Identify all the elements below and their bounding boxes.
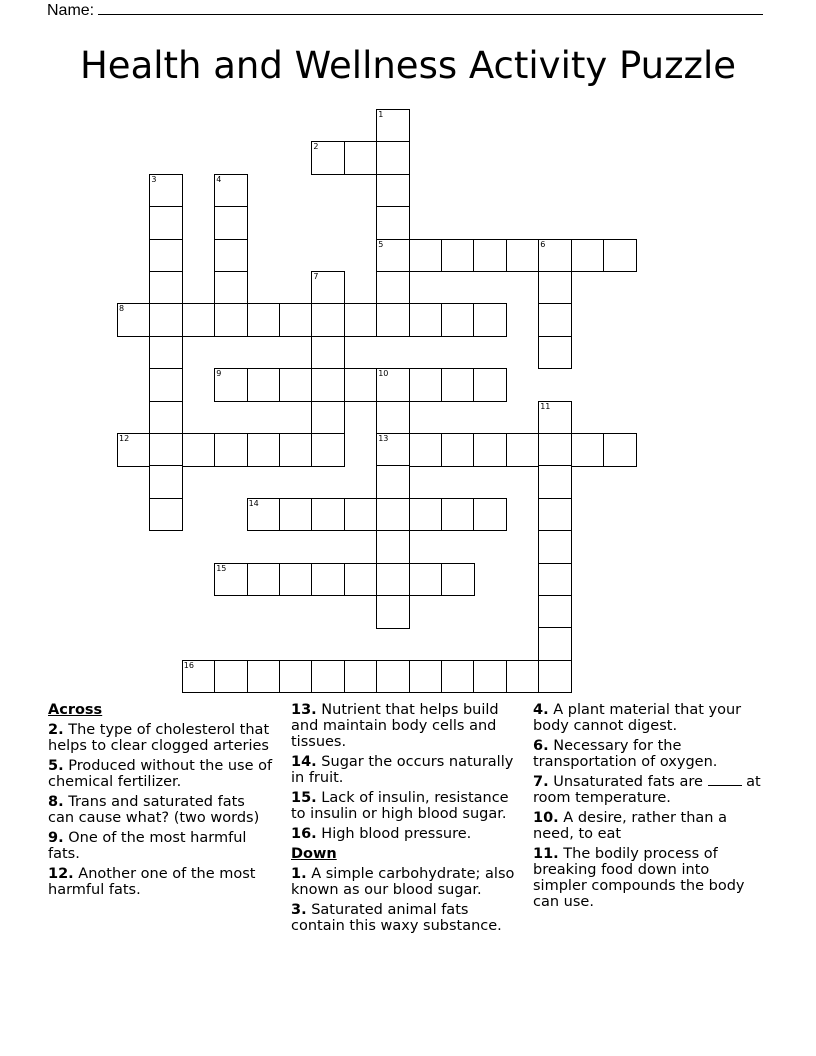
- grid-cell[interactable]: [376, 368, 410, 402]
- grid-cell[interactable]: [247, 660, 281, 694]
- clue-across-9: [48, 830, 273, 862]
- grid-cell[interactable]: [376, 239, 410, 273]
- grid-cell[interactable]: [473, 433, 507, 467]
- grid-cell[interactable]: [182, 303, 216, 337]
- cell-number: 5: [378, 239, 384, 249]
- grid-cell[interactable]: [344, 660, 378, 694]
- grid-cell[interactable]: [506, 660, 540, 694]
- grid-cell[interactable]: [441, 303, 475, 337]
- cell-number: 3: [151, 174, 157, 184]
- grid-cell[interactable]: [441, 660, 475, 694]
- grid-cell[interactable]: [149, 174, 183, 208]
- grid-cell[interactable]: [149, 303, 183, 337]
- grid-cell[interactable]: [571, 433, 605, 467]
- clue-across-13: [291, 702, 523, 750]
- clue-across-14: [291, 754, 523, 786]
- grid-cell[interactable]: [182, 660, 216, 694]
- clue-text: Another one of the most harmful fats.: [48, 866, 256, 898]
- grid-cell[interactable]: [409, 660, 443, 694]
- name-label: Name:: [47, 2, 95, 19]
- cell-number: 6: [540, 239, 546, 249]
- clue-number: 16.: [291, 826, 317, 842]
- clue-number: 8.: [48, 794, 64, 810]
- clue-number: 9.: [48, 830, 64, 846]
- grid-cell[interactable]: [247, 303, 281, 337]
- clue-number: 5.: [48, 758, 64, 774]
- clue-text: A desire, rather than a need, to eat: [533, 810, 727, 842]
- clue-number: 13.: [291, 702, 317, 718]
- grid-cell[interactable]: [538, 627, 572, 661]
- grid-cell[interactable]: [214, 303, 248, 337]
- cell-number: 12: [119, 434, 130, 443]
- grid-cell[interactable]: [506, 433, 540, 467]
- grid-cell[interactable]: [538, 530, 572, 564]
- grid-cell[interactable]: [214, 239, 248, 273]
- grid-cell[interactable]: [376, 660, 410, 694]
- grid-cell[interactable]: [603, 239, 637, 273]
- grid-cell[interactable]: [279, 563, 313, 597]
- grid-cell[interactable]: [376, 465, 410, 499]
- grid-cell[interactable]: [441, 433, 475, 467]
- grid-cell[interactable]: [149, 336, 183, 370]
- across-heading: Across: [48, 702, 103, 718]
- grid-cell[interactable]: [538, 595, 572, 629]
- grid-cell[interactable]: [311, 368, 345, 402]
- clue-down-1: [291, 866, 523, 898]
- fill-in-blank: [708, 774, 742, 786]
- clue-number: 1.: [291, 866, 307, 882]
- grid-cell[interactable]: [344, 368, 378, 402]
- clue-across-12: [48, 866, 273, 898]
- clue-text: High blood pressure.: [321, 826, 472, 842]
- grid-cell[interactable]: [214, 174, 248, 208]
- grid-cell[interactable]: [473, 498, 507, 532]
- clue-down-6: [533, 738, 761, 770]
- grid-cell[interactable]: [538, 433, 572, 467]
- cell-number: 11: [540, 401, 551, 411]
- grid-cell[interactable]: [538, 498, 572, 532]
- clue-text: A plant material that your body cannot digest.: [533, 702, 742, 734]
- grid-cell[interactable]: [376, 174, 410, 208]
- cell-number: 9: [216, 369, 222, 379]
- grid-cell[interactable]: [409, 433, 443, 467]
- grid-cell[interactable]: [376, 141, 410, 175]
- grid-cell[interactable]: [247, 498, 281, 532]
- cell-number: 8: [119, 304, 125, 314]
- grid-cell[interactable]: [473, 239, 507, 273]
- grid-cell[interactable]: [538, 271, 572, 305]
- clue-number: 4.: [533, 702, 549, 718]
- clue-down-3: [291, 902, 523, 934]
- cell-number: 2: [313, 142, 319, 152]
- clue-down-10: [533, 810, 761, 842]
- grid-cell[interactable]: [344, 498, 378, 532]
- clue-text: Nutrient that helps build and maintain body cells and tissues.: [291, 702, 499, 750]
- grid-cell[interactable]: [117, 303, 151, 337]
- grid-cell[interactable]: [344, 141, 378, 175]
- clue-number: 6.: [533, 738, 549, 754]
- grid-cell[interactable]: [149, 239, 183, 273]
- clue-text: The type of cholesterol that helps to clear clogged arteries: [48, 722, 270, 754]
- grid-cell[interactable]: [409, 303, 443, 337]
- grid-cell[interactable]: [376, 563, 410, 597]
- grid-cell[interactable]: [571, 239, 605, 273]
- grid-cell[interactable]: [376, 206, 410, 240]
- grid-cell[interactable]: [247, 433, 281, 467]
- grid-cell[interactable]: [376, 498, 410, 532]
- grid-cell[interactable]: [441, 368, 475, 402]
- grid-cell[interactable]: [149, 465, 183, 499]
- clue-text: Lack of insulin, resistance to insulin or high blood sugar.: [291, 790, 509, 822]
- grid-cell[interactable]: [441, 563, 475, 597]
- grid-cell[interactable]: [247, 368, 281, 402]
- grid-cell[interactable]: [311, 271, 345, 305]
- grid-cell[interactable]: [376, 271, 410, 305]
- grid-cell[interactable]: [441, 498, 475, 532]
- grid-cell[interactable]: [311, 563, 345, 597]
- grid-cell[interactable]: [279, 433, 313, 467]
- cell-number: 7: [313, 272, 319, 281]
- clues-column-2: [291, 702, 523, 938]
- grid-cell[interactable]: [311, 336, 345, 370]
- grid-cell[interactable]: [409, 498, 443, 532]
- grid-cell[interactable]: [311, 433, 345, 467]
- clues-column-1: [48, 702, 273, 902]
- clue-across-8: [48, 794, 273, 826]
- grid-cell[interactable]: [376, 530, 410, 564]
- clue-text: A simple carbohydrate; also known as our blood sugar.: [291, 866, 515, 898]
- grid-cell[interactable]: [376, 595, 410, 629]
- grid-cell[interactable]: [473, 660, 507, 694]
- clue-across-15: [291, 790, 523, 822]
- clues-column-3: [533, 702, 761, 914]
- clue-across-16: [291, 826, 523, 842]
- grid-cell[interactable]: [149, 401, 183, 435]
- grid-cell[interactable]: [149, 206, 183, 240]
- clue-number: 11.: [533, 846, 559, 862]
- clue-text: Necessary for the transportation of oxygen.: [533, 738, 718, 770]
- name-blank-line[interactable]: [98, 0, 763, 15]
- clue-text: Produced without the use of chemical fertilizer.: [48, 758, 273, 790]
- grid-cell[interactable]: [538, 336, 572, 370]
- grid-cell[interactable]: [344, 303, 378, 337]
- grid-cell[interactable]: [214, 660, 248, 694]
- grid-cell[interactable]: [149, 498, 183, 532]
- cell-number: 10: [378, 369, 389, 379]
- grid-cell[interactable]: [538, 303, 572, 337]
- grid-cell[interactable]: [311, 660, 345, 694]
- clue-across-5: [48, 758, 273, 790]
- grid-cell[interactable]: [409, 368, 443, 402]
- grid-cell[interactable]: [247, 563, 281, 597]
- grid-cell[interactable]: [149, 271, 183, 305]
- grid-cell[interactable]: [473, 303, 507, 337]
- grid-cell[interactable]: [376, 401, 410, 435]
- clue-text: Trans and saturated fats can cause what? (two words): [48, 794, 260, 826]
- grid-cell[interactable]: [538, 563, 572, 597]
- cell-number: 4: [216, 174, 222, 184]
- cell-number: 14: [248, 498, 259, 508]
- down-heading: Down: [291, 846, 337, 862]
- grid-cell[interactable]: [214, 368, 248, 402]
- clue-number: 7.: [533, 774, 549, 790]
- clue-across-2: [48, 722, 273, 754]
- grid-cell[interactable]: [538, 239, 572, 273]
- grid-cell[interactable]: [311, 141, 345, 175]
- grid-cell[interactable]: [506, 239, 540, 273]
- cell-number: 13: [378, 434, 389, 443]
- grid-cell[interactable]: [409, 239, 443, 273]
- cell-number: 1: [378, 110, 384, 119]
- grid-cell[interactable]: [311, 303, 345, 337]
- grid-cell[interactable]: [376, 109, 410, 143]
- clue-number: 3.: [291, 902, 307, 918]
- clue-number: 2.: [48, 722, 64, 738]
- cell-number: 16: [183, 660, 194, 670]
- clue-text: Saturated animal fats contain this waxy substance.: [291, 902, 502, 934]
- grid-cell[interactable]: [279, 498, 313, 532]
- clue-text: The bodily process of breaking food down into simpler compounds the body can use.: [533, 846, 745, 910]
- grid-cell[interactable]: [214, 563, 248, 597]
- grid-cell[interactable]: [279, 368, 313, 402]
- clue-text: One of the most harmful fats.: [48, 830, 247, 862]
- clue-number: 12.: [48, 866, 74, 882]
- grid-cell[interactable]: [214, 433, 248, 467]
- grid-cell[interactable]: [376, 303, 410, 337]
- grid-cell[interactable]: [409, 563, 443, 597]
- name-field[interactable]: [47, 0, 763, 20]
- clue-down-7: [533, 774, 761, 806]
- page-title: Health and Wellness Activity Puzzle: [79, 44, 737, 87]
- clue-text: Unsaturated fats are: [553, 774, 703, 790]
- grid-cell[interactable]: [311, 498, 345, 532]
- grid-cell[interactable]: [538, 465, 572, 499]
- grid-cell[interactable]: [214, 271, 248, 305]
- grid-cell[interactable]: [214, 206, 248, 240]
- grid-cell[interactable]: [538, 401, 572, 435]
- grid-cell[interactable]: [603, 433, 637, 467]
- grid-cell[interactable]: [538, 660, 572, 694]
- grid-cell[interactable]: [279, 660, 313, 694]
- grid-cell[interactable]: [117, 433, 151, 467]
- grid-cell[interactable]: [182, 433, 216, 467]
- clue-text-suffix: at room temperature.: [533, 774, 761, 806]
- clue-number: 15.: [291, 790, 317, 806]
- cell-number: 15: [216, 563, 227, 573]
- grid-cell[interactable]: [441, 239, 475, 273]
- grid-cell[interactable]: [311, 401, 345, 435]
- grid-cell[interactable]: [149, 368, 183, 402]
- clue-number: 10.: [533, 810, 559, 826]
- clue-down-4: [533, 702, 761, 734]
- clue-number: 14.: [291, 754, 317, 770]
- grid-cell[interactable]: [344, 563, 378, 597]
- grid-cell[interactable]: [376, 433, 410, 467]
- clue-down-11: [533, 846, 761, 910]
- grid-cell[interactable]: [279, 303, 313, 337]
- grid-cell[interactable]: [149, 433, 183, 467]
- clue-text: Sugar the occurs naturally in fruit.: [291, 754, 514, 786]
- grid-cell[interactable]: [473, 368, 507, 402]
